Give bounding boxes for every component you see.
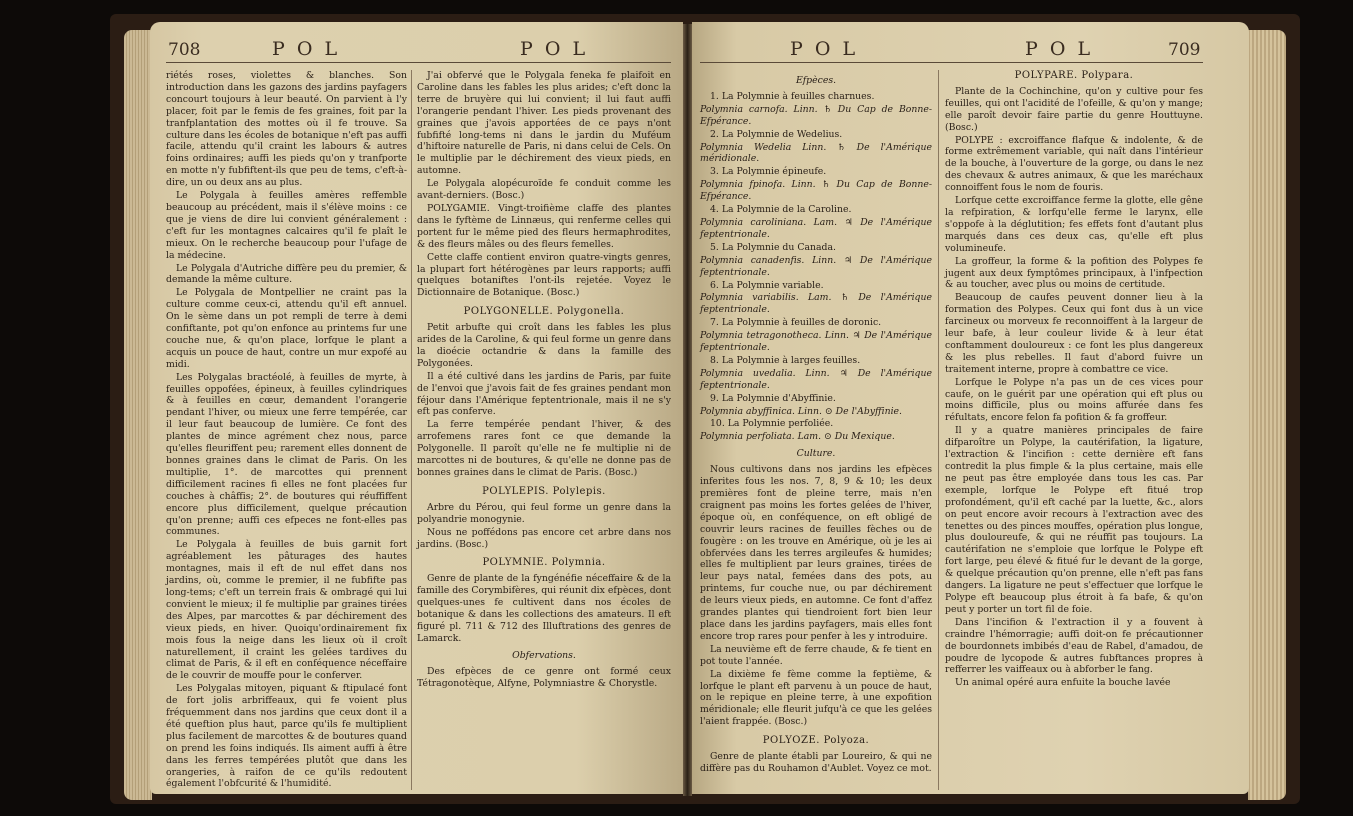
paragraph: Le Polygala de Montpellier ne craint pas la culture comme ceux-ci, attendu qu'il eft annuel. On le sème dans un pot rempli de terre à demi confiftante, pot qu'on enfonce au printems fur une couche nue, & qu'on place, lorfque le plant a acquis un pouce de haut, contre un mur expofé au midi. (166, 287, 407, 370)
paragraph: Des efpèces de ce genre ont formé ceux Tétragonotèque, Alfyne, Polymniastre & Chorystle. (417, 665, 671, 689)
species-line: Polymnia Wedelia Linn. ♄ De l'Amérique méridionale. (700, 141, 932, 165)
paragraph: riétés roses, violettes & blanches. Son introduction dans les gazons des jardins payfagers concourt toujours à leur beauté. On parvient à l'y placer, foit par le femis de fes graines, foit par la tranfplantation des mottes où il fe trouve. Sa culture dans les écoles de botanique n'eft pas auffi facile, attendu qu'il craint les labours & autres foins ordinaires; auffi les pieds qu'on y tranfporte en motte n'y fubfiftent-ils que peu de tems, c'eft-à-dire, un ou deux ans au plus. (166, 70, 407, 189)
species-line: 2. La Polymnie de Wedelius. (710, 128, 843, 140)
paragraph: La ferre tempérée pendant l'hiver, & des arrofemens rares font ce que demande la Polygonelle. Il paroît qu'elle ne fe multiplie ni de marcottes ni de boutures, & qu'elle ne donne pas de bonnes graines dans le climat de Paris. (Bosc.) (417, 419, 671, 478)
paragraph: Cette claffe contient environ quatre-vingts genres, la plupart fort hétérogènes par leurs rapports; auffi quelques botaniftes l'ont-ils rejetée. Voyez le Dictionnaire de Botanique. (Bosc.) (417, 251, 671, 299)
left-page-edges (124, 30, 152, 800)
species-line: Polymnia variabilis. Lam. ♄ De l'Amérique feptentrionale. (700, 292, 932, 316)
paragraph: Arbre du Pérou, qui feul forme un genre dans la polyandrie monogynie. (417, 501, 671, 525)
species-line: Polymnia tetragonotheca. Linn. ♃ De l'Amérique feptentrionale. (700, 330, 932, 354)
paragraph: Il y a quatre manières principales de faire difparoître un Polype, la cautérifation, la ligature, l'extraction & l'incifion : cette dernière eft fans contredit la plus fimple & la plus certaine, mais elle ne peut pas être employée dans tous les cas. Par exemple, lorfque le Polype eft fitué trop profondément, qu'il eft caché par la luette, &c., alors on peut encore avoir recours à l'extraction avec des tenettes ou des pinces mouffes, opération plus longue, plus douloureufe, & qui ne réuffit pas toujours. La cautérifation ne s'emploie que lorfque le Polype eft fort large, peu élevé & fitué fur le devant de la gorge, & quelque précaution qu'on prenne, elle n'eft pas fans dangers. La ligature ne peut s'effectuer que lorfque le Polype eft beaucoup plus étroit à fa bafe, & qu'on peut y porter un tort fil de foie. (945, 425, 1203, 615)
paragraph: Le Polygala à feuilles de buis garnit fort agréablement les pâturages des hautes montagnes, mais il eft de nul effet dans nos jardins, où, comme le premier, il ne fubfifte pas long-tems; c'eft un terrein frais & ombragé qui lui convient le mieux; il fe multiplie par graines tirées des Alpes, par marcottes & par déchirement des vieux pieds, en hiver. Quoiqu'ordinairement fix mois fous la neige dans les lieux où il croît naturellement, il craint les gelées tardives du climat de Paris, & il eft en conféquence néceffaire de le couvrir de mouffe pour le conferver. (166, 539, 407, 682)
paragraph: La dixième fe fème comme la feptième, & lorfque le plant eft parvenu à un pouce de haut, on le repique en pleine terre, à une expofition méridionale; elle fleurit jufqu'à ce que les gelées l'aient frappée. (Bosc.) (700, 668, 932, 728)
species-line: 9. La Polymnie d'Abyffinie. (710, 392, 836, 404)
entry-heading: POLYMNIE. Polymnia. (482, 557, 606, 569)
section-subheading: Obfervations. (512, 649, 576, 661)
species-line: 3. La Polymnie épineufe. (710, 166, 827, 178)
entry-heading: POLYOZE. Polyoza. (762, 735, 870, 747)
paragraph: Nous ne poffédons pas encore cet arbre dans nos jardins. (Bosc.) (417, 526, 671, 550)
paragraph: Nous cultivons dans nos jardins les efpèces inferites fous les nos. 7, 8, 9 & 10; les deux premières font de pleine terre, mais n'en craignent pas moins les fortes gelées de l'hiver, époque où, en conféquence, on eft obligé de couvrir leurs racines de feuilles fèches ou de fougère : on les trouve en Amérique, où je les ai obfervées dans les terres argileufes & humides; elles fe multiplient par leurs graines, tirées de leur pays natal, femées dans des pots, au printems, fur couche nue, ou par déchirement de leurs vieux pieds, en automne. Ce font d'affez grandes plantes qui tiendroient fort bien leur place dans les jardins payfagers, mais elles font encore trop rares pour penfer à les y introduire. (700, 464, 932, 642)
paragraph: POLYGAMIE. Vingt-troifième claffe des plantes dans le fyftème de Linnæus, qui renferme celles qui portent fur le même pied des fleurs hermaphrodites, & des fleurs mâles ou des fleurs femelles. (417, 202, 671, 250)
paragraph: Il a été cultivé dans les jardins de Paris, par fuite de l'envoi que j'avois fait de fes graines pendant mon féjour dans l'Amérique feptentrionale, mais il ne s'y eft pas conferve. (417, 370, 671, 418)
species-line: Polymnia uvedalia. Linn. ♃ De l'Amérique feptentrionale. (700, 367, 932, 391)
page-number-right: 709 (1168, 40, 1201, 60)
paragraph: Genre de plante de la fyngénéfie néceffaire & de la famille des Corymbifères, qui réunit dix efpèces, dont quelques-unes fe cultivent dans nos écoles de botanique & dans les collections des amateurs. Il eft figuré pl. 711 & 712 des Illuftrations des genres de Lamarck. (417, 573, 671, 644)
section-subheading: Efpèces. (795, 75, 837, 86)
species-line: 10. La Polymnie perfoliée. (710, 418, 834, 430)
species-line: Polymnia fpinofa. Linn. ♄ Du Cap de Bonne-Efpérance. (700, 179, 932, 203)
species-line: Polymnia perfoliata. Lam. ⊙ Du Mexique. (700, 431, 895, 443)
paragraph: J'ai obfervé que le Polygala feneka fe plaifoit en Caroline dans les fables les plus arides; c'eft donc la terre de bruyère qui lui convient; il lui faut auffi l'orangerie pendant l'hiver. Les pieds provenant des graines que j'avois apportées de ce pays n'ont fubfifté long-tems ni dans le jardin du Muféum d'hiftoire naturelle de Paris, ni dans celui de Cels. On le multiplie par le déchirement des vieux pieds, en automne. (417, 70, 671, 177)
species-line: 1. La Polymnie à feuilles charnues. (710, 90, 875, 102)
species-line: 8. La Polymnie à larges feuilles. (710, 354, 861, 366)
paragraph: Petit arbufte qui croît dans les fables les plus arides de la Caroline, & qui feul forme un genre dans la dioécie octandrie & dans la famille des Polygonées. (417, 322, 671, 369)
species-line: Polymnia abyffinica. Linn. ⊙ De l'Abyffinie. (700, 405, 903, 417)
paragraph: Plante de la Cochinchine, qu'on y cultive pour fes feuilles, qui ont l'acidité de l'ofeille, & qu'on y mange; elle paroît devoir faire partie du genre Houttuyne. (Bosc.) (945, 85, 1203, 133)
paragraph: La groffeur, la forme & la pofition des Polypes fe jugent aux deux fymptômes principaux, à l'infpection & au toucher, avec plus ou moins de certitude. (945, 255, 1203, 291)
entry-heading: POLYLEPIS. Polylepis. (482, 485, 606, 497)
running-head-right-2: P O L (1025, 38, 1094, 60)
paragraph: Les Polygalas bractéolé, à feuilles de myrte, à feuilles oppofées, épineux, à feuilles cylindriques & à feuilles en cœur, demandent l'orangerie pendant l'hiver, ou mieux une ferre tempérée, car il leur faut beaucoup de lumière. Ce font des plantes de mince agrément chez nous, parce qu'elles fleuriffent peu; rarement elles donnent de bonnes graines dans le climat de Paris. On les multiplie, 1°. de marcottes qui prennent difficilement racines fi elles ne font placées fur couches à châffis; 2°. de boutures qui réuffiffent encore plus difficilement, quelque précaution qu'on prenne; auffi ces efpeces ne font-elles pas communes. (166, 371, 407, 538)
running-head-left-1: P O L (272, 38, 341, 60)
species-line: 7. La Polymnie à feuilles de doronic. (710, 317, 882, 329)
paragraph: Un animal opéré aura enfuite la bouche lavée (955, 677, 1171, 689)
species-line: 6. La Polymnie variable. (710, 279, 824, 291)
paragraph: Le Polygala d'Autriche diffère peu du premier, & demande la même culture. (166, 262, 407, 286)
page-number-left: 708 (168, 40, 201, 60)
paragraph: Lorfque cette excroiffance ferme la glotte, elle gêne la refpiration, & lorfqu'elle ferme le larynx, elle s'oppofe à la déglutition; fes effets font d'autant plus marqués dans ces deux cas, qu'elle eft plus volumineufe. (945, 195, 1203, 254)
entry-heading: POLYPARE. Polypara. (1014, 70, 1134, 81)
left-column-2 (417, 70, 671, 691)
paragraph: Lorfque le Polype n'a pas un de ces vices pour caufe, on le guérit par une opération qui eft plus ou moins difficile, plus ou moins affurée dans fes réfultats, encore felon fa pofition & fa groffeur. (945, 376, 1203, 424)
book-gutter (683, 24, 692, 796)
species-line: Polymnia carnofa. Linn. ♄ Du Cap de Bonne-Efpérance. (700, 103, 932, 127)
header-rule-left (166, 62, 671, 63)
paragraph: Le Polygala à feuilles amères reffemble beaucoup au précédent, mais il s'élève moins : ce que je viens de dire lui convient généralement : c'eft fur les montagnes calcaires qu'il fe plaît le mieux. On le recherche beaucoup pour l'ufage de la médecine. (166, 190, 407, 261)
paragraph: Genre de plante établi par Loureiro, & qui ne diffère pas du Rouhamon d'Aublet. Voyez ce mot. (700, 751, 932, 774)
column-divider-left (411, 70, 412, 790)
species-line: Polymnia canadenfis. Linn. ♃ De l'Amérique feptentrionale. (700, 254, 932, 278)
paragraph: La neuvième eft de ferre chaude, & fe tient en pot toute l'année. (700, 643, 932, 667)
column-divider-right (938, 70, 939, 790)
paragraph: Les Polygalas mitoyen, piquant & ftipulacé font de fort jolis arbriffeaux, qui fe voient plus fréquemment dans nos jardins que ceux dont il a été queftion plus haut, parce qu'ils fe multiplient plus facilement de marcottes & de boutures quand on prend les foins indiqués. Ils aiment auffi à être dans les ferres tempérées plutôt que dans les orangeries, à raifon de ce qu'ils redoutent également l'obfcurité & l'humidité. (166, 683, 407, 790)
species-line: 5. La Polymnie du Canada. (710, 241, 836, 253)
right-page-edges (1248, 30, 1286, 800)
entry-heading: POLYGONELLE. Polygonella. (463, 306, 625, 318)
section-subheading: Culture. (796, 448, 836, 460)
right-column-2 (945, 70, 1203, 690)
paragraph: POLYPE : excroiffance flafque & indolente, & de forme extrêmement variable, qui naît dans l'intérieur de la bouche, à l'ouverture de la gorge, ou dans le nez des chevaux & autres animaux, & que les maréchaux connoiffent fous le nom de fouris. (945, 134, 1203, 194)
header-rule-right (700, 62, 1203, 63)
paragraph: Beaucoup de caufes peuvent donner lieu à la formation des Polypes. Ceux qui font dus à un vice farcineux ou morveux fe reconnoiffent à la largeur de leur bafe, à leur couleur livide & à leur état conftamment douloureux : ce font les plus dangereux & les plus rebelles. Il faut d'abord fuivre un traitement interne, propre à combattre ce vice. (945, 292, 1203, 375)
species-line: 4. La Polymnie de la Caroline. (710, 204, 852, 216)
running-head-right-1: P O L (790, 38, 859, 60)
right-column-1 (700, 70, 932, 776)
left-column-1 (166, 70, 407, 791)
paragraph: Le Polygala alopécuroïde fe conduit comme les avant-derniers. (Bosc.) (417, 178, 671, 202)
paragraph: Dans l'incifion & l'extraction il y a fouvent à craindre l'hémorragie; auffi doit-on fe précautionner de bourdonnets imbibés d'eau de Rabel, d'amadou, de poudre de lycopode & autres fubftances propres à refferrer les vaiffeaux ou à abforber le fang. (945, 616, 1203, 676)
running-head-left-2: P O L (520, 38, 589, 60)
species-line: Polymnia caroliniana. Lam. ♃ De l'Amérique feptentrionale. (700, 216, 932, 240)
